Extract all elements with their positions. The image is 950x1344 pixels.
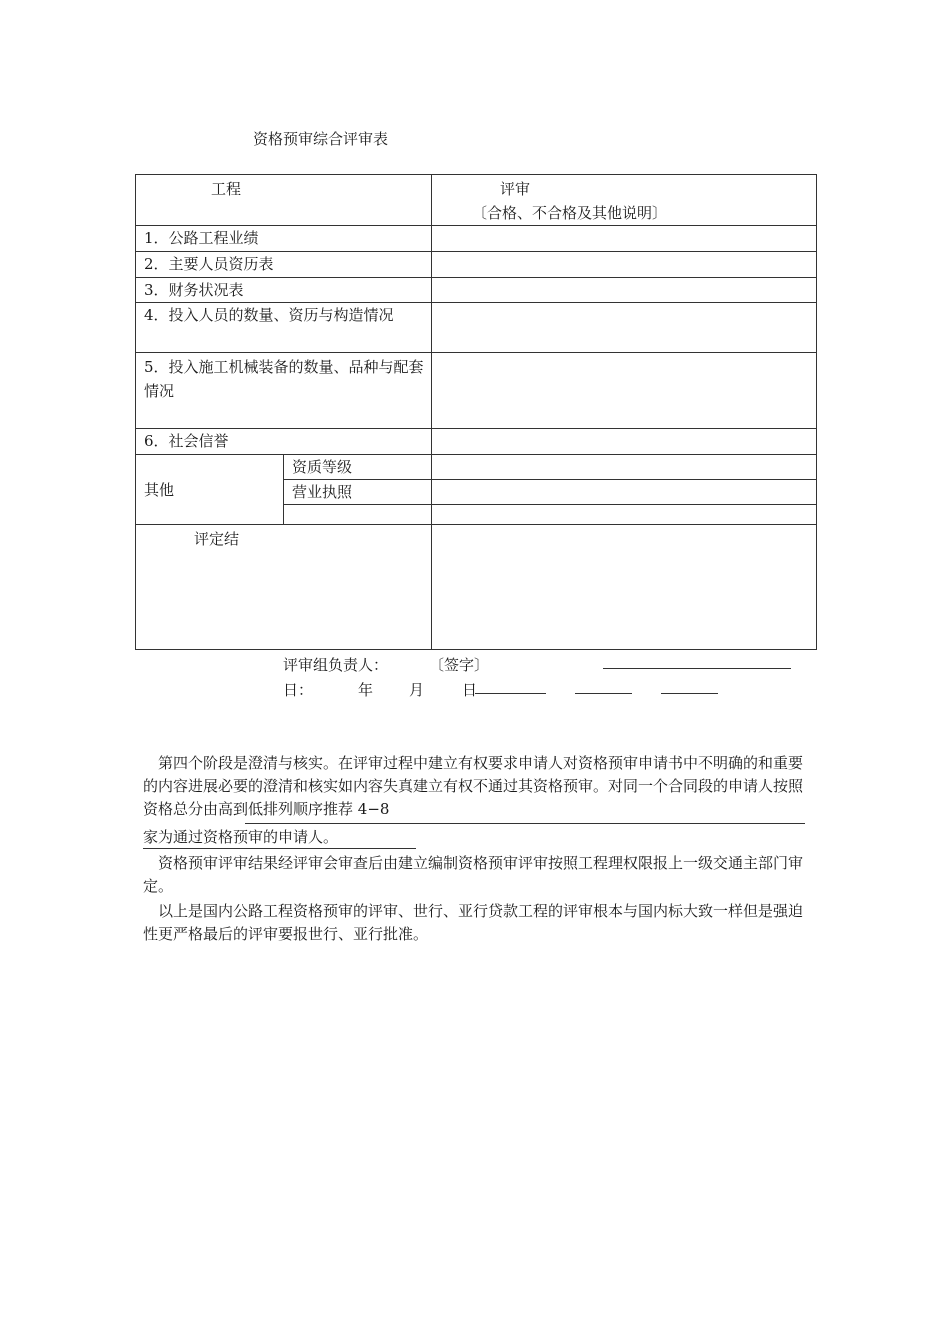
conclusion-label: 评定结 — [136, 525, 432, 650]
row-review-cell[interactable] — [432, 429, 817, 455]
sign-hint: 〔签字〕 — [429, 656, 490, 674]
header-review-title: 评审 — [500, 180, 531, 198]
paragraph-summary — [143, 900, 808, 946]
row-label: 4．投入人员的数量、资历与构造情况 — [136, 303, 432, 353]
row-review-cell[interactable] — [432, 226, 817, 252]
row-label: 1．公路工程业绩 — [136, 226, 432, 252]
header-review — [432, 175, 817, 226]
date-month-label: 月 — [409, 681, 425, 699]
date-prefix: 日： — [283, 681, 314, 699]
row-label: 2．主要人员资历表 — [136, 252, 432, 278]
table-row — [136, 226, 817, 252]
signature-line[interactable] — [603, 668, 791, 669]
date-year-label: 年 — [358, 681, 374, 699]
row-review-cell[interactable] — [432, 480, 817, 505]
other-item-label — [284, 505, 432, 525]
table-row — [136, 303, 817, 353]
other-item-label: 资质等级 — [284, 455, 432, 480]
paragraph-text: 以上是国内公路工程资格预审的评审、世行、亚行贷款工程的评审根本与国内标大致一样但是强迫性更严格最后的评审要报世行、亚行批准。 — [143, 902, 804, 943]
table-row-conclusion — [136, 525, 817, 650]
table-row-other — [136, 455, 817, 480]
date-month-line[interactable] — [575, 693, 632, 694]
paragraph-clarification — [143, 752, 808, 821]
date-day-label: 日 — [462, 681, 478, 699]
table-header-row — [136, 175, 817, 226]
paragraph-continuation — [143, 826, 808, 849]
underline-rule — [245, 823, 805, 824]
date-year-line[interactable] — [475, 693, 546, 694]
row-review-cell[interactable] — [432, 353, 817, 429]
underline-rule — [143, 848, 416, 849]
row-review-cell[interactable] — [432, 252, 817, 278]
paragraph-text: 第四个阶段是澄清与核实。在评审过程中建立有权要求申请人对资格预审申请书中不明确的和重要的内容进展必要的澄清和核实如内容失真建立有权不通过其资格预审。对同一个合同段的申请人按照资格总分由高到低排列顺序推荐 4−8 — [143, 754, 804, 818]
table-row — [136, 429, 817, 455]
table-row — [136, 252, 817, 278]
paragraph-text: 资格预审评审结果经评审会审查后由建立编制资格预审评审按照工程理权限报上一级交通主部门审定。 — [143, 854, 804, 895]
paragraph-text: 家为通过资格预审的申请人。 — [143, 828, 339, 846]
row-review-cell[interactable] — [432, 303, 817, 353]
conclusion-cell[interactable] — [432, 525, 817, 650]
row-review-cell[interactable] — [432, 505, 817, 525]
table-row — [136, 278, 817, 303]
other-label: 其他 — [136, 455, 284, 525]
paragraph-approval — [143, 852, 808, 898]
row-label: 6．社会信誉 — [136, 429, 432, 455]
row-review-cell[interactable] — [432, 278, 817, 303]
form-title: 资格预审综合评审表 — [253, 130, 389, 148]
table-row — [136, 353, 817, 429]
row-label: 3．财务状况表 — [136, 278, 432, 303]
header-project: 工程 — [136, 175, 432, 226]
date-day-line[interactable] — [661, 693, 718, 694]
other-item-label: 营业执照 — [284, 480, 432, 505]
evaluation-table — [135, 174, 817, 650]
row-label: 5．投入施工机械装备的数量、品种与配套情况 — [136, 353, 432, 429]
header-review-note: 〔合格、不合格及其他说明〕 — [472, 204, 668, 222]
row-review-cell[interactable] — [432, 455, 817, 480]
leader-label: 评审组负责人： — [283, 656, 389, 674]
